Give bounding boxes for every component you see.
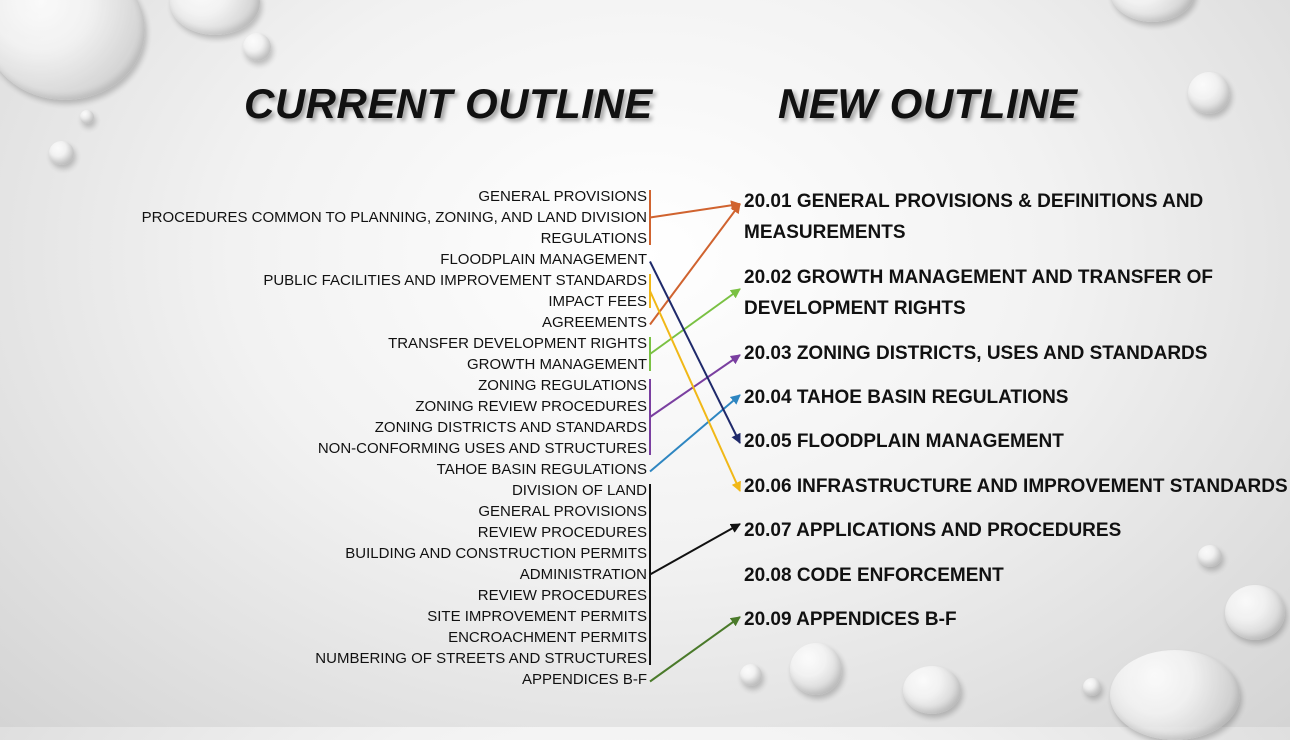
- new-outline-item-line: 20.07 APPLICATIONS AND PROCEDURES: [744, 520, 1122, 541]
- current-outline-item: NUMBERING OF STREETS AND STRUCTURES: [315, 650, 647, 667]
- new-outline-item-line: 20.01 GENERAL PROVISIONS & DEFINITIONS AND: [744, 191, 1204, 212]
- current-outline-item: REVIEW PROCEDURES: [477, 587, 647, 604]
- current-outline-item: APPENDICES B-F: [521, 671, 647, 688]
- mapping-arrow: [650, 262, 740, 444]
- mapping-arrow: [650, 204, 740, 325]
- current-outline-item: ADMINISTRATION: [519, 566, 647, 583]
- new-outline-item-line: 20.03 ZONING DISTRICTS, USES AND STANDARDS: [744, 343, 1208, 364]
- new-outline-item-line: 20.08 CODE ENFORCEMENT: [744, 565, 1004, 586]
- current-outline-item: SITE IMPROVEMENT PERMITS: [427, 608, 647, 625]
- current-outline-item: ZONING REVIEW PROCEDURES: [415, 398, 647, 415]
- current-outline-item: IMPACT FEES: [548, 293, 647, 310]
- current-outline-item: ZONING REGULATIONS: [478, 377, 647, 394]
- current-outline-heading: CURRENT OUTLINE: [244, 80, 653, 127]
- new-outline-item-line: 20.02 GROWTH MANAGEMENT AND TRANSFER OF: [744, 267, 1214, 288]
- current-outline-item: REVIEW PROCEDURES: [477, 524, 647, 541]
- current-outline-item: ENCROACHMENT PERMITS: [448, 629, 647, 646]
- current-outline-item: PUBLIC FACILITIES AND IMPROVEMENT STANDARDS: [263, 272, 647, 289]
- current-outline-item: BUILDING AND CONSTRUCTION PERMITS: [345, 545, 647, 562]
- new-outline-item-line: 20.04 TAHOE BASIN REGULATIONS: [744, 387, 1069, 408]
- new-outline-item-line: DEVELOPMENT RIGHTS: [744, 298, 966, 319]
- current-outline-item: GENERAL PROVISIONS: [478, 188, 647, 205]
- current-outline-item: FLOODPLAIN MANAGEMENT: [440, 251, 647, 268]
- current-outline-item: AGREEMENTS: [541, 314, 647, 331]
- new-outline-heading: NEW OUTLINE: [778, 80, 1078, 127]
- mapping-arrow: [650, 617, 740, 682]
- current-outline-item: GROWTH MANAGEMENT: [467, 356, 647, 373]
- mapping-arrow: [650, 204, 740, 218]
- current-outline-item: REGULATIONS: [540, 230, 647, 247]
- current-outline-item: PROCEDURES COMMON TO PLANNING, ZONING, AND LAND DIVISION: [141, 209, 647, 226]
- new-outline-item-line: 20.09 APPENDICES B-F: [744, 609, 957, 630]
- new-outline-item-line: MEASUREMENTS: [744, 222, 906, 243]
- current-outline-item: ZONING DISTRICTS AND STANDARDS: [374, 419, 647, 436]
- mapping-arrow: [650, 524, 740, 575]
- current-outline-item: NON-CONFORMING USES AND STRUCTURES: [317, 440, 647, 457]
- new-outline-item-line: 20.06 INFRASTRUCTURE AND IMPROVEMENT STANDARDS: [744, 476, 1288, 497]
- current-outline-item: GENERAL PROVISIONS: [478, 503, 647, 520]
- new-outline-item-line: 20.05 FLOODPLAIN MANAGEMENT: [744, 431, 1064, 452]
- current-outline-item: TAHOE BASIN REGULATIONS: [436, 461, 647, 478]
- current-outline-item: TRANSFER DEVELOPMENT RIGHTS: [388, 335, 647, 352]
- current-outline-item: DIVISION OF LAND: [511, 482, 647, 499]
